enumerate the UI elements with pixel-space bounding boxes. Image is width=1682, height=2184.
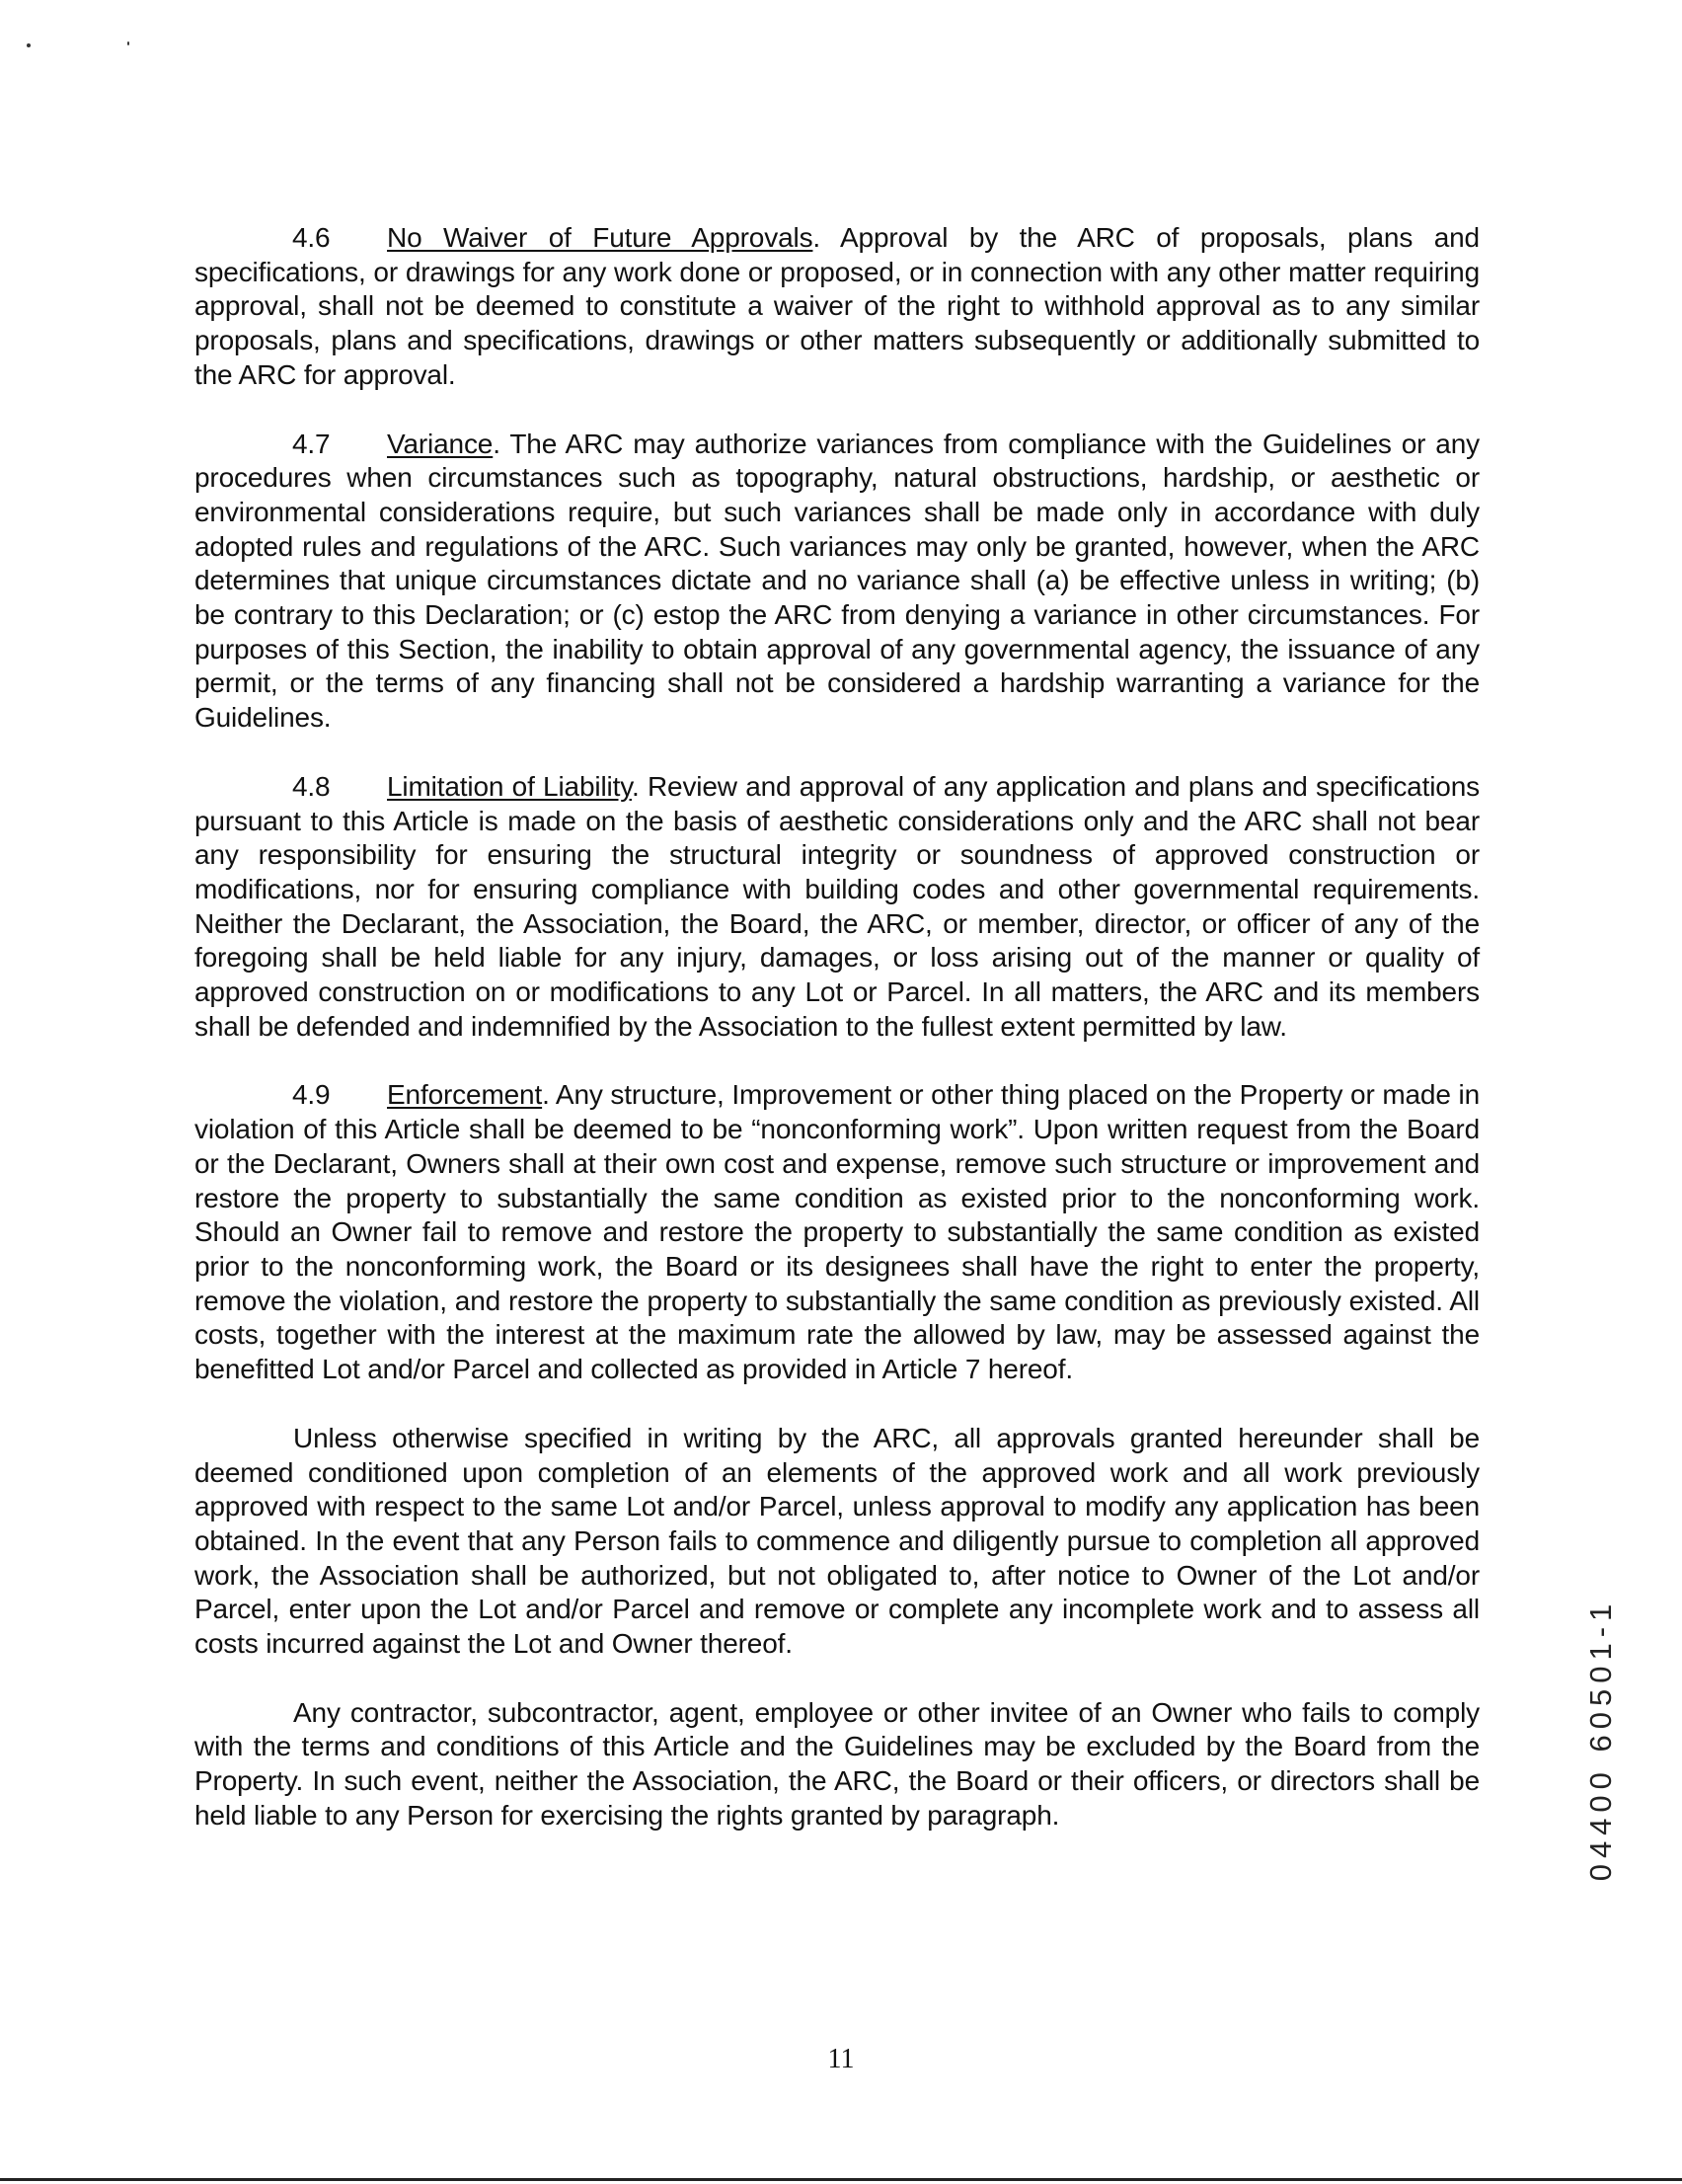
margin-stamp-text: 04400 60501-1 (1583, 1598, 1618, 1882)
section-text: . The ARC may authorize variances from compliance with the Guidelines or any procedures when circumstances such as topography, natural obstructions, hardship, or aesthetic or environmental considerations require, but such variances shall be made only in accordance with duly adopted rules and regulations of the ARC. Such variances may only be granted, however, when the ARC determines that unique circumstances dictate and no variance shall (a) be effective unless in writing; (b) be contrary to this Declaration; or (c) estop the ARC from denying a variance in other circumstances. For purposes of this Section, the inability to obtain approval of any governmental agency, the issuance of any permit, or the terms of any financing shall not be considered a hardship warranting a variance for the Guidelines. (194, 428, 1480, 734)
paragraph-text: Unless otherwise specified in writing by the ARC, all approvals granted hereunder shall be deemed conditioned upon completion of an elements of the approved work and all work previously approved with respect to the same Lot and/or Parcel, unless approval to modify any application has been obtained. In the event that any Person fails to commence and diligently pursue to completion all approved work, the Association shall be authorized, but not obligated to, after notice to Owner of the Lot and/or Parcel, enter upon the Lot and/or Parcel and remove or complete any incomplete work and to assess all costs incurred against the Lot and Owner thereof. (194, 1422, 1480, 1660)
paragraph-text: Any contractor, subcontractor, agent, employee or other invitee of an Owner who fails to comply with the terms and conditions of this Article and the Guidelines may be excluded by the Board from the Property. In such event, neither the Association, the ARC, the Board or their officers, or directors shall be held liable to any Person for exercising the rights granted by paragraph. (194, 1696, 1480, 1831)
section-heading: Limitation of Liability (387, 770, 632, 802)
section-4-8 (194, 770, 1480, 1045)
section-text: . Review and approval of any application and plans and specifications pursuant to this Article is made on the basis of aesthetic considerations only and the ARC shall not bear any responsibility for ensuring the structural integrity or soundness of approved construction or modifications, nor for ensuring compliance with building codes and other governmental requirements. Neither the Declarant, the Association, the Board, the ARC, or member, director, or officer of any of the foregoing shall be held liable for any injury, damages, or loss arising out of the manner or quality of approved construction on or modifications to any Lot or Parcel. In all matters, the ARC and its members shall be defended and indemnified by the Association to the fullest extent permitted by law. (194, 770, 1480, 1042)
scan-speck (27, 43, 31, 47)
section-heading: Variance (387, 428, 494, 459)
section-text: . Any structure, Improvement or other thing placed on the Property or made in violation of this Article shall be deemed to be “nonconforming work”. Upon written request from the Board or the Declarant, Owners shall at their own cost and expense, remove such structure or improvement and restore the property to substantially the same condition as existed prior to the nonconforming work. Should an Owner fail to remove and restore the property to substantially the same condition as existed prior to the nonconforming work, the Board or its designees shall have the right to enter the property, remove the violation, and restore the property to substantially the same condition as previously existed. All costs, together with the interest at the maximum rate the allowed by law, may be assessed against the benefitted Lot and/or Parcel and collected as provided in Article 7 hereof. (194, 1079, 1480, 1385)
paragraph-approvals-conditions (194, 1422, 1480, 1662)
section-4-6 (194, 221, 1480, 393)
document-body (194, 221, 1480, 1868)
section-heading: Enforcement (387, 1079, 543, 1111)
section-number: 4.8 (292, 770, 331, 802)
paragraph-contractor-exclusion (194, 1696, 1480, 1833)
scan-speck (127, 41, 129, 45)
section-text: . Approval by the ARC of proposals, plans and specifications, or drawings for any work done or proposed, or in connection with any other matter requiring approval, shall not be deemed to constitute a waiver of the right to withhold approval as to any similar proposals, plans and specifications, drawings or other matters subsequently or additionally submitted to the ARC for approval. (194, 222, 1480, 390)
section-number: 4.9 (292, 1079, 331, 1111)
scan-bottom-edge (0, 2178, 1682, 2181)
page-number: 11 (827, 2044, 855, 2074)
section-4-9 (194, 1078, 1480, 1386)
section-number: 4.7 (292, 428, 331, 459)
section-number: 4.6 (292, 222, 331, 253)
margin-stamp (1581, 1562, 1621, 1917)
section-4-7 (194, 428, 1480, 736)
section-heading: No Waiver of Future Approvals (387, 222, 813, 253)
